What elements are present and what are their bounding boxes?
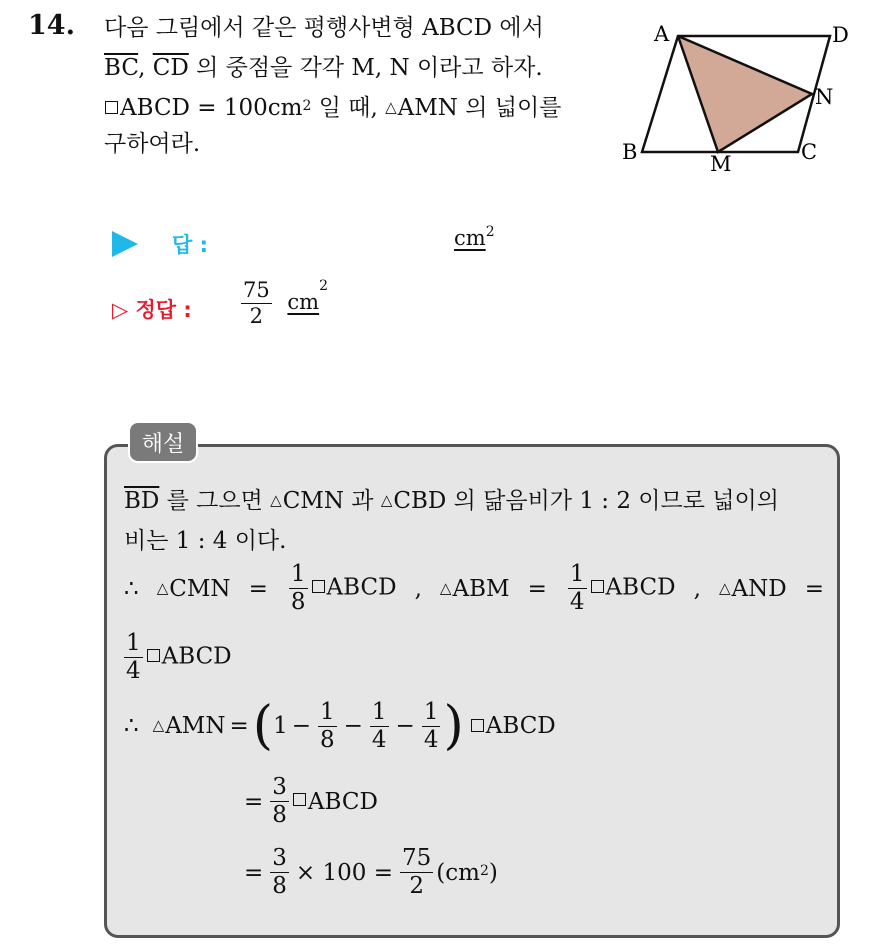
question-number: 14. — [28, 10, 75, 41]
correct-label: ▷ 정답 : — [112, 298, 192, 322]
correct-value: $\frac{75}{2}$ $cm^2$ — [243, 278, 329, 328]
solution-line-5: ∴ △AMN = ( 1 − $\frac{1}{8}$ − $\frac{1}{4}$ − $\frac{1}{4}$ ) ABCD — [124, 696, 556, 756]
label-m: M — [710, 152, 732, 176]
label-d: D — [832, 23, 849, 47]
parallelogram-figure — [618, 18, 858, 188]
solution-tag: 해설 — [128, 421, 198, 463]
label-c: C — [801, 140, 818, 164]
solution-line-2: 비는 1 : 4 이다. — [124, 528, 287, 554]
solution-line-1: $\overline{BD}$ 를 그으면 △CMN 과 △CBD 의 닮음비가 1 : 2 이므로 넓이의 — [124, 488, 779, 514]
segment-bc: $\overline{BC}$ — [104, 55, 139, 81]
parallelogram-symbol — [105, 101, 118, 114]
question-line-4: 구하여라. — [104, 131, 201, 157]
question-line-2: $\overline{BC}$, $\overline{CD}$ 의 중점을 각각 M, N 이라고 하자. — [104, 55, 543, 81]
segment-cd: $\overline{CD}$ — [152, 55, 189, 81]
label-b: B — [622, 140, 638, 164]
question-line-1: 다음 그림에서 같은 평행사변형 ABCD 에서 — [104, 15, 544, 41]
answer-unit: $cm^2$ — [454, 224, 495, 250]
answer-label: 답 : — [172, 233, 208, 257]
solution-line-6: = $\frac{3}{8}$ ABCD — [244, 774, 378, 828]
question-line-3: ABCD = $100cm^2$ 일 때, △AMN 의 넓이를 — [104, 92, 561, 125]
label-n: N — [815, 85, 834, 109]
label-a: A — [654, 22, 670, 46]
play-arrow-icon — [112, 231, 138, 257]
solution-line-4: $\frac{1}{4}$ ABCD — [126, 630, 232, 684]
solution-line-3: ∴ △CMN = $\frac{1}{8}$ ABCD , △ABM = $\frac{1}{4}$ ABCD , △AND = — [124, 561, 824, 615]
triangle-symbol: △ — [385, 98, 397, 116]
solution-line-7: = $\frac{3}{8}$ × 100 = $\frac{75}{2}$ (cm $^2$ ) — [244, 845, 498, 899]
